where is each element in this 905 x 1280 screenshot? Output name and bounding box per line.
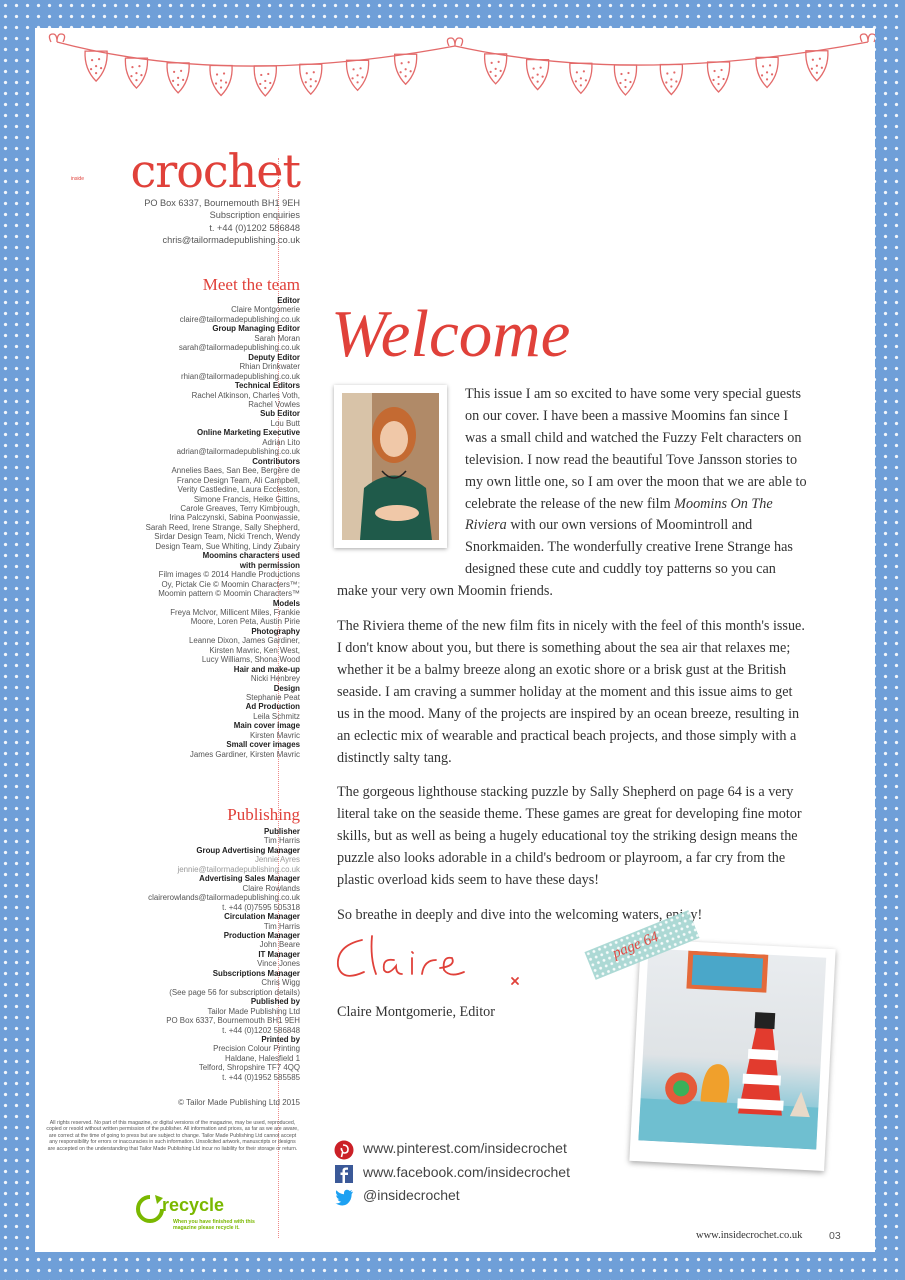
bunting-dot [717, 76, 719, 78]
credit-line: Chris Wigg [261, 978, 300, 988]
credit-role: Ad Production [245, 702, 300, 712]
facebook-link[interactable]: www.facebook.com/insidecrochet [363, 1164, 570, 1180]
credit-role: Hair and make-up [233, 664, 300, 674]
pinterest-icon [334, 1140, 354, 1160]
bunting-dot [537, 81, 539, 83]
bunting-dot [131, 66, 133, 68]
welcome-heading: Welcome [331, 297, 571, 371]
credit-line: clairerowlands@tailormadepublishing.co.uk [148, 893, 300, 903]
bunting-dot [91, 59, 93, 61]
credit-line: Telford, Shropshire TF7 4QQ [198, 1063, 300, 1073]
bunting-dot [673, 71, 675, 73]
bunting-dot [356, 81, 358, 83]
contact-line: PO Box 6337, Bournemouth BH1 9EH [144, 198, 300, 208]
editor-photo [334, 385, 447, 548]
bunting-knot [860, 34, 875, 42]
bunting-dot [495, 75, 497, 77]
lighthouse-toy-photo [638, 948, 826, 1149]
credit-role: Circulation Manager [224, 912, 300, 922]
bunting-dot [762, 65, 764, 67]
bunting-dot [620, 73, 622, 75]
credit-line: t. +44 (0)1202 586848 [222, 1025, 300, 1035]
bunting-dot [542, 76, 544, 78]
bunting-dot [130, 75, 132, 77]
bunting-dot [761, 74, 763, 76]
credit-line: Haldane, Halesfield 1 [224, 1053, 300, 1063]
bunting-dot [500, 70, 502, 72]
credit-line: John Beare [259, 940, 300, 950]
bunting-dot [135, 79, 137, 81]
bunting-dot [267, 73, 269, 75]
bunting-dot [408, 61, 410, 63]
bunting-dot [182, 79, 184, 81]
credit-role: Subscriptions Manager [212, 968, 300, 978]
bunting-dot [220, 86, 222, 88]
credit-line: claire@tailormadepublishing.co.uk [179, 314, 300, 324]
bunting-dot [540, 67, 542, 69]
bunting-dot [811, 68, 813, 70]
credit-line: Tim Harris [263, 836, 300, 846]
bunting-dot [532, 77, 534, 79]
contact-line: chris@tailormadepublishing.co.uk [162, 234, 300, 245]
bunting-dot [769, 64, 771, 66]
bunting-dot [816, 65, 818, 67]
bunting-dot [264, 87, 266, 89]
credit-line: jennie@tailormadepublishing.co.uk [177, 864, 300, 874]
credit-line: France Design Team, Ali Campbell, [176, 475, 300, 485]
bunting-dot [172, 80, 174, 82]
bunting-dot [619, 82, 621, 84]
bunting-dot [410, 70, 412, 72]
credit-line: Tailor Made Publishing Ltd [207, 1006, 300, 1016]
credit-line: Stephanie Peat [246, 693, 300, 703]
bunting-dot [400, 71, 402, 73]
project-polaroid [629, 939, 835, 1171]
credit-role: Production Manager [223, 930, 300, 940]
publishing-credits [65, 827, 300, 1082]
bunting-dot [356, 74, 358, 76]
credit-line: (See page 56 for subscription details) [169, 987, 300, 997]
credit-role: Main cover image [233, 721, 300, 731]
bunting-dot [491, 62, 493, 64]
paragraph-2: The Riviera theme of the new film fits in nicely with the feel of this month's issue. I don't know about you, but there is something about the sea air that relaxes me; whether it be a balmy breeze along an exotic shore or a brisk gust at the British seaside. I am craving a summer holiday at the moment and this issue aims to get us in the mood. Many of the projects are inspired by an ocean breeze, resulting in an eclectic mix of wearable and practical beach projects, and those simply with a distinctly salty tang. [337, 618, 805, 766]
bunting-knot [447, 38, 462, 46]
bunting-dot [498, 61, 500, 63]
legal-notice: All rights reserved. No part of this magazine, or digital versions of the magazine, may be used, reproduced, copied or resold without written permission of the publisher. All information and prices, as far as we are aware, are correct at the time of going to press but are subject to change. Tailor Made Publishing Ltd cannot accept any responsibility for errors or inaccuracies in such information. Unsolicited artwork, manuscripts or designs are accepted on the understanding that Tailor Made Publishing Ltd incur no liability for their storage or return. [46, 1120, 299, 1152]
credit-role: Group Managing Editor [212, 324, 300, 334]
bunting-dot [713, 70, 715, 72]
credit-line: Sarah Moran [254, 333, 300, 343]
contact-line: t. +44 (0)1202 586848 [209, 222, 300, 233]
credit-role: Design [273, 683, 300, 693]
bunting-dot [138, 65, 140, 67]
bunting-dot [537, 74, 539, 76]
pinterest-link[interactable]: www.pinterest.com/insidecrochet [363, 1140, 567, 1156]
film-title: Moomins On The Riviera [465, 495, 773, 534]
bunting-dot [351, 77, 353, 79]
credit-line: Lou Butt [270, 418, 300, 428]
bunting-dot [670, 85, 672, 87]
credit-role: Technical Editors [234, 381, 300, 391]
bunting-dot [90, 68, 92, 70]
credit-line: Precision Colour Printing [213, 1044, 300, 1054]
credit-line: Simone Francis, Heike Gittins, [193, 494, 300, 504]
bunting-dot [665, 81, 667, 83]
credit-line: Vince Jones [257, 959, 300, 969]
recycle-logo [135, 1194, 255, 1238]
bunting-dot [575, 80, 577, 82]
bunting-dot [352, 68, 354, 70]
bunting-dot [177, 84, 179, 86]
bunting-dot [627, 72, 629, 74]
credit-role: Deputy Editor [248, 352, 300, 362]
meet-the-team-heading: Meet the team [202, 275, 300, 294]
credit-line: Irina Palczynski, Sabina Poonwassie, [169, 513, 300, 523]
credit-role: IT Manager [258, 949, 300, 959]
credit-role: Advertising Sales Manager [199, 874, 300, 884]
credit-role: Photography [251, 626, 300, 636]
bunting-dot [624, 79, 626, 81]
credit-line: Leanne Dixon, James Gardiner, [189, 636, 300, 646]
bunting-dot [722, 78, 724, 80]
credit-line: Nicki Henbrey [250, 674, 300, 684]
bunting-dot [216, 73, 218, 75]
credit-role: Group Advertising Manager [196, 845, 300, 855]
bunting-dot [359, 67, 361, 69]
credit-line: Adrian Lito [262, 437, 300, 447]
magazine-page [35, 28, 875, 1252]
paragraph-1: This issue I am so excited to have some very special guests on our cover. I have been a massive Moomins fan since I was a small child and watched the Fuzzy Felt characters on television. I now read the beautiful Tove Jansson stories to my own little one, so I am over the moon that we are able to celebrate the release of the new film Moomins On The Riviera with our own versions of Moomintroll and Snorkmaiden. The wonderfully creative Irene Strange has designed these cute and cuddly toy patterns so you can make your very own Moomin friends. [337, 386, 807, 600]
twitter-handle[interactable]: @insidecrochet [363, 1187, 460, 1203]
credit-role: Small cover images [226, 740, 300, 750]
credit-role: Sub Editor [260, 409, 300, 419]
team-credits [65, 296, 300, 759]
bunting-dot [821, 67, 823, 69]
bunting-dot [180, 70, 182, 72]
bunting-dot [225, 81, 227, 83]
bunting-knot [49, 34, 64, 42]
credit-role: Published by [250, 997, 300, 1007]
credit-line: Kirsten Mavric, Ken West, [209, 645, 300, 655]
bunting-dot [95, 72, 97, 74]
bunting-dot [405, 75, 407, 77]
bunting-dot [259, 83, 261, 85]
credit-line: adrian@tailormadepublishing.co.uk [176, 447, 300, 457]
bunting-dot [712, 79, 714, 81]
credit-line: Sarah Reed, Irene Strange, Sally Shepherd, [145, 522, 300, 532]
bunting-decoration [35, 28, 875, 108]
credit-role: Contributors [252, 456, 300, 466]
credit-line: Lucy Williams, Shona Wood [201, 655, 300, 665]
bunting-dot [223, 72, 225, 74]
bunting-dot [215, 82, 217, 84]
logo-tag: inside [70, 176, 84, 182]
bunting-dot [766, 71, 768, 73]
contact-block [65, 197, 300, 246]
bunting-dot [260, 74, 262, 76]
bunting-dot [100, 67, 102, 69]
bunting-dot [580, 84, 582, 86]
credit-role: Printed by [261, 1034, 300, 1044]
bunting-dot [533, 68, 535, 70]
credit-role: Publisher [264, 827, 300, 836]
credit-line: Kirsten Mavric [250, 730, 300, 740]
credit-line: Sirdar Design Team, Nicki Trench, Wendy [154, 532, 300, 542]
credit-line: Leila Schmitz [253, 711, 300, 721]
bunting-dot [720, 69, 722, 71]
twitter-icon [334, 1187, 354, 1207]
bunting-dot [495, 68, 497, 70]
bunting-dot [95, 65, 97, 67]
bunting-dot [405, 68, 407, 70]
credit-line: Rachel Vowles [248, 399, 300, 409]
tape-label: page 64 [610, 929, 661, 962]
bunting-dot [583, 70, 585, 72]
contact-line: Subscription enquiries [209, 210, 300, 221]
credit-line: Annelies Baes, San Bee, Bergère de [171, 466, 300, 476]
credit-line: Claire Montgomerie [231, 305, 300, 315]
bunting-dot [576, 71, 578, 73]
bunting-dot [816, 72, 818, 74]
bunting-dot [135, 72, 137, 74]
bunting-dot [401, 62, 403, 64]
credit-line: Film images © 2014 Handle Productions [158, 570, 300, 580]
recycle-note: When you have finished with this magazine please recycle it. [173, 1219, 255, 1231]
bunting-dot [717, 83, 719, 85]
bunting-dot [315, 80, 317, 82]
bunting-dot [585, 79, 587, 81]
bunting-dot [140, 74, 142, 76]
bunting-dot [173, 71, 175, 73]
page-number: 03 [829, 1230, 841, 1242]
bunting-dot [177, 77, 179, 79]
bunting-dot [490, 71, 492, 73]
bunting-dot [306, 72, 308, 74]
bunting-dot [361, 76, 363, 78]
bunting-dot [580, 77, 582, 79]
credit-role: Online Marketing Executive [196, 428, 300, 438]
bunting-dot [624, 86, 626, 88]
credit-line: rhian@tailormadepublishing.co.uk [181, 371, 300, 381]
credit-line: Claire Rowlands [242, 883, 300, 893]
credit-line: PO Box 6337, Bournemouth BH1 9EH [166, 1016, 300, 1026]
credit-line: Carole Greaves, Terry Kimbrough, [180, 503, 300, 513]
credit-line: t. +44 (0)7595 505318 [222, 902, 300, 912]
copyright: © Tailor Made Publishing Ltd 2015 [178, 1098, 300, 1107]
credit-role: Models [272, 598, 300, 608]
credit-line: Oy, Pictak Cie © Moomin Characters™; [161, 579, 300, 589]
editor-portrait [342, 393, 439, 540]
credit-role: Editor [277, 296, 300, 305]
footer-url[interactable]: www.insidecrochet.co.uk [696, 1230, 803, 1241]
credit-line: Moore, Loren Peta, Austin Pirie [190, 617, 300, 627]
credit-line: Tim Harris [263, 921, 300, 931]
bunting-dot [812, 59, 814, 61]
bunting-dot [305, 81, 307, 83]
credit-line: James Gardiner, Kirsten Mavric [189, 749, 300, 759]
editor-signature [332, 928, 552, 988]
credit-line: Freya McIvor, Millicent Miles, Frankie [170, 607, 300, 617]
editor-signoff: Claire Montgomerie, Editor [337, 1004, 495, 1020]
bunting-dot [310, 85, 312, 87]
bunting-dot [629, 81, 631, 83]
bunting-dot [819, 58, 821, 60]
bunting-dot [310, 78, 312, 80]
bunting-dot [313, 71, 315, 73]
publishing-heading: Publishing [227, 805, 300, 824]
bunting-dot [670, 78, 672, 80]
credit-line: sarah@tailormadepublishing.co.uk [178, 343, 300, 353]
credit-line: Rhian Drinkwater [239, 362, 300, 372]
paragraph-4: So breathe in deeply and dive into the welcoming waters, enjoy! [337, 906, 703, 923]
bunting-dot [766, 78, 768, 80]
credit-line: Verity Castledine, Laura Eccleston, [177, 485, 300, 495]
bunting-dot [675, 80, 677, 82]
credit-line: Jennie Ayres [254, 855, 300, 865]
bunting-dot [264, 80, 266, 82]
credit-role: with permission [239, 560, 300, 570]
recycle-icon [135, 1194, 165, 1224]
magazine-logo: crochet [130, 144, 300, 198]
paragraph-3: The gorgeous lighthouse stacking puzzle by Sally Shepherd on page 64 is a very literal take on the seaside theme. These games are great for developing fine motor skills, but as well as being a hugely educational toy the striking design means the puzzle also looks adorable in a child's bedroom or playroom, a far cry from the plastic overload kids seem to have these days! [337, 784, 802, 889]
credit-line: Moomin pattern © Moomin Characters™ [158, 589, 300, 599]
credit-line: Design Team, Sue Whiting, Lindy Zubairy [155, 541, 300, 551]
credit-line: Rachel Atkinson, Charles Voth, [191, 390, 300, 400]
bunting-dot [771, 73, 773, 75]
recycle-word: recycle [162, 1195, 225, 1215]
facebook-icon [334, 1164, 354, 1184]
bunting-dot [98, 58, 100, 60]
credit-line: t. +44 (0)1952 585585 [222, 1072, 300, 1082]
bunting-dot [269, 82, 271, 84]
credit-role: Moomins characters used [202, 551, 300, 561]
bunting-dot [220, 79, 222, 81]
bunting-dot [666, 72, 668, 74]
